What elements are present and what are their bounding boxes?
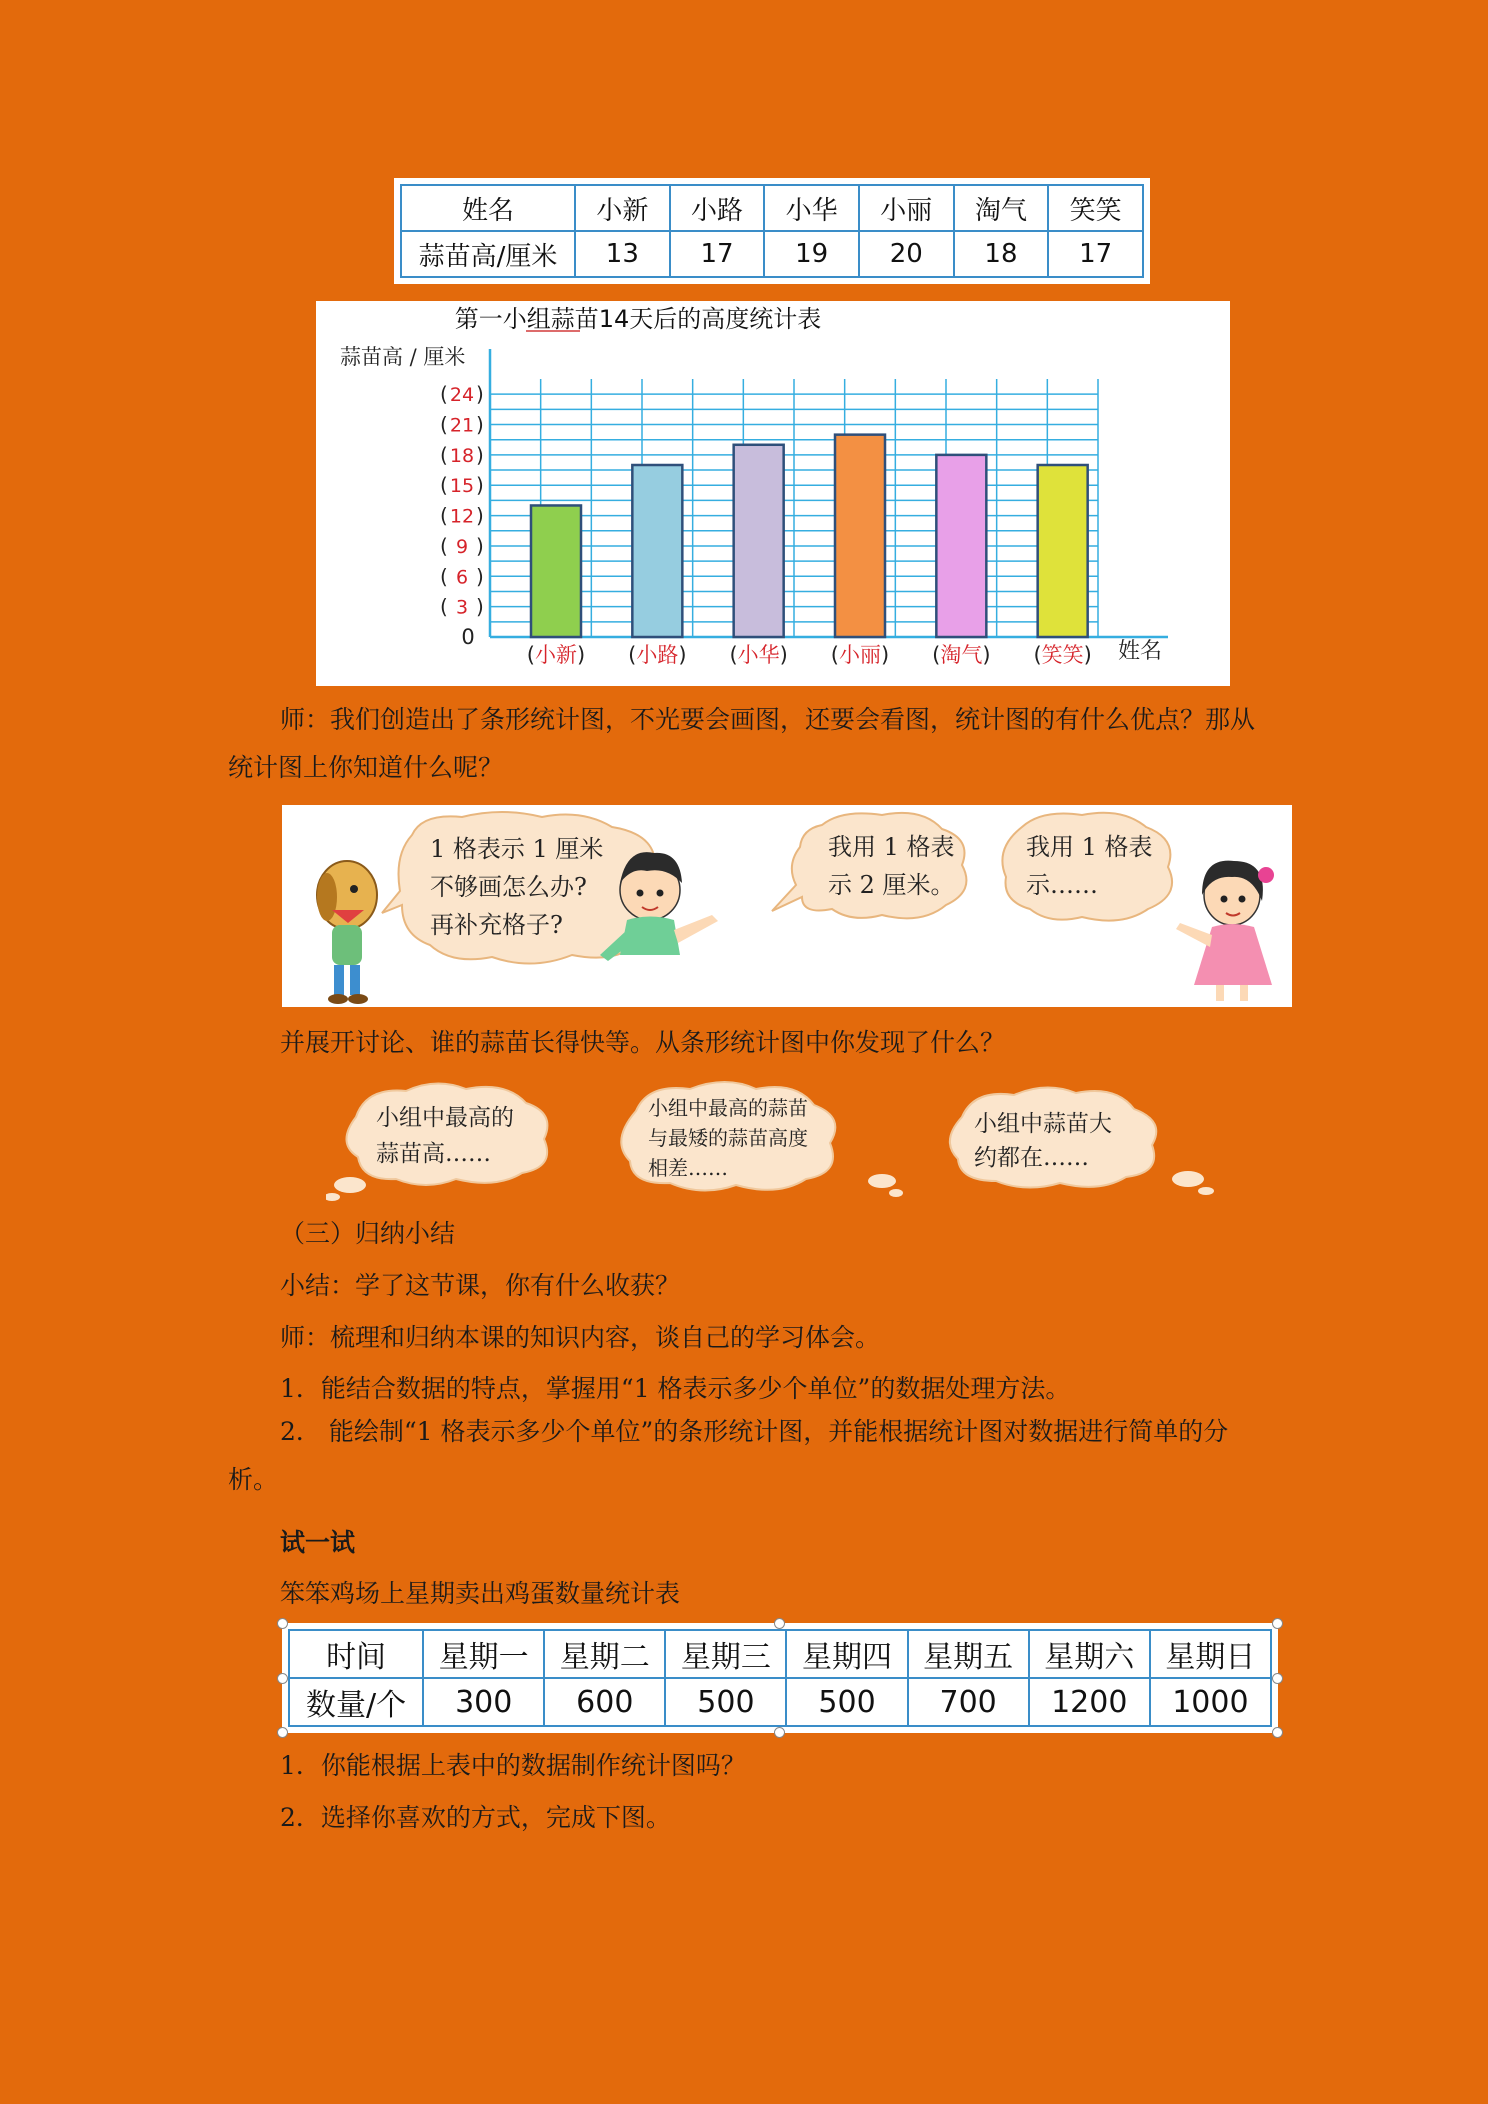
x-tick-label: (小路) [628,643,687,667]
table-cell: 700 [908,1678,1029,1726]
chart-svg [316,301,1230,686]
y-tick-paren: ( [440,382,448,407]
girl-character-icon [1176,861,1274,1001]
x-tick-label: (笑笑) [1033,643,1092,667]
table-cell: 星期一 [423,1630,544,1678]
table-cell: 300 [423,1678,544,1726]
y-tick-paren: ) [476,594,484,619]
boy-speech-bubble [772,813,966,918]
thought-cloud-3 [950,1087,1214,1195]
cloud3-line2: 约都在…… [974,1145,1089,1171]
table-cell: 17 [1048,231,1143,277]
table-cell: 星期六 [1029,1630,1150,1678]
table-cell: 小路 [670,185,765,231]
table-cell: 蒜苗高/厘米 [401,231,575,277]
y-tick-paren: ( [440,533,448,558]
table-cell: 星期日 [1150,1630,1271,1678]
resize-handle[interactable] [774,1618,785,1629]
dog-bubble-line1: 1 格表示 1 厘米 [430,835,604,863]
resize-handle[interactable] [1272,1727,1283,1738]
table-cell: 笑笑 [1048,185,1143,231]
resize-handle[interactable] [277,1727,288,1738]
y-tick-label: 21 [449,414,475,437]
resize-handle[interactable] [1272,1618,1283,1629]
resize-handle[interactable] [277,1673,288,1684]
illustration-svg [282,805,1292,1007]
table-cell: 小新 [575,185,670,231]
cloud2-line3: 相差…… [648,1156,728,1180]
x-tick-label: (小丽) [830,643,890,667]
y-tick-label: 24 [449,384,475,407]
table-cell: 600 [544,1678,665,1726]
chart-ylabel: 蒜苗高 / 厘米 [340,345,466,369]
summary-question: 小结：学了这节课，你有什么收获？ [280,1271,681,1300]
y-tick-paren: ) [476,564,484,589]
table-cell: 1200 [1029,1678,1150,1726]
table-cell: 小丽 [859,185,954,231]
egg-sales-table [282,1623,1278,1733]
table-cell: 18 [954,231,1049,277]
table-cell: 19 [764,231,859,277]
paragraph-teacher-question: 师：我们创造出了条形统计图，不光要会画图，还要会看图，统计图的有什么优点？那从统计图上你知道什么呢？ [228,705,1256,782]
table-cell: 星期二 [544,1630,665,1678]
y-tick-paren: ) [476,473,484,498]
x-tick-label: (淘气) [932,643,991,667]
y-tick-label: 12 [449,505,475,528]
table-cell: 淘气 [954,185,1049,231]
table-cell: 17 [670,231,765,277]
y-tick-paren: ( [440,594,448,619]
question-2: 2．选择你喜欢的方式，完成下图。 [280,1803,671,1832]
bar-小新 [531,505,581,637]
table-cell: 数量/个 [289,1678,423,1726]
garlic-bar-chart [316,301,1230,686]
table-cell: 时间 [289,1630,423,1678]
table-header-row [401,185,1143,231]
y-tick-paren: ) [476,503,484,528]
summary-point-1: 1．能结合数据的特点，掌握用“1 格表示多少个单位”的数据处理方法。 [280,1374,1071,1403]
y-tick-paren: ( [440,412,448,437]
section-heading-summary: （三）归纳小结 [280,1219,456,1248]
discussion-illustration [282,805,1292,1007]
y-tick-label: 6 [455,566,469,589]
cloud2-line2: 与最矮的蒜苗高度 [648,1126,808,1150]
y-tick-paren: ( [440,442,448,467]
girl-bubble-line2: 示…… [1026,871,1098,899]
y-tick-label: 15 [449,475,475,498]
table-cell: 20 [859,231,954,277]
chart-title: 第一小组蒜苗14天后的高度统计表 [454,305,822,333]
x-tick-label: (小新) [526,643,586,667]
origin-label: 0 [461,625,475,649]
y-tick-paren: ) [476,533,484,558]
girl-speech-bubble [1002,813,1172,921]
table-cell: 姓名 [401,185,575,231]
bar-小路 [632,465,682,637]
y-tick-paren: ) [476,412,484,437]
chart-xlabel: 姓名 [1118,639,1163,664]
y-tick-paren: ( [440,473,448,498]
bar-小华 [734,445,784,637]
table-row [401,231,1143,277]
bar-小丽 [835,435,885,637]
girl-bubble-line1: 我用 1 格表 [1026,833,1153,861]
y-tick-label: 18 [449,444,475,467]
y-tick-paren: ) [476,442,484,467]
thought-cloud-2 [621,1082,903,1197]
table-cell: 1000 [1150,1678,1271,1726]
boy-bubble-line2: 示 2 厘米。 [828,871,955,899]
thought-cloud-1 [326,1083,547,1201]
table-cell: 星期四 [786,1630,907,1678]
table-cell: 500 [665,1678,786,1726]
table2-caption: 笨笨鸡场上星期卖出鸡蛋数量统计表 [280,1579,681,1608]
table-row [289,1678,1271,1726]
y-tick-paren: ) [476,382,484,407]
y-tick-label: 3 [455,596,469,619]
dog-bubble-line3: 再补充格子? [430,911,563,939]
y-tick-label: 9 [455,535,469,558]
resize-handle[interactable] [1272,1673,1283,1684]
dog-character-icon [317,861,377,1004]
cloud2-line1: 小组中最高的蒜苗 [648,1096,808,1120]
try-heading: 试一试 [280,1528,356,1557]
resize-handle[interactable] [277,1618,288,1629]
thought-clouds [326,1077,1226,1202]
cloud1-line1: 小组中最高的 [376,1105,514,1131]
table-cell: 13 [575,231,670,277]
bar-笑笑 [1038,465,1088,637]
summary-point-2: 2． 能绘制“1 格表示多少个单位”的条形统计图，并能根据统计图对数据进行简单的分析。 [228,1417,1229,1494]
cloud3-line1: 小组中蒜苗大 [974,1111,1112,1137]
cloud1-line2: 蒜苗高…… [376,1141,491,1167]
question-1: 1．你能根据上表中的数据制作统计图吗？ [280,1751,746,1780]
table-cell: 星期五 [908,1630,1029,1678]
teacher-instruction: 师：梳理和归纳本课的知识内容，谈自己的学习体会。 [280,1323,881,1352]
x-tick-label: (小华) [729,643,788,667]
y-tick-paren: ( [440,503,448,528]
clouds-svg [326,1077,1226,1202]
table-cell: 500 [786,1678,907,1726]
table-header-row [289,1630,1271,1678]
paragraph-discussion: 并展开讨论、谁的蒜苗长得快等。从条形统计图中你发现了什么？ [280,1028,1006,1057]
table-cell: 星期三 [665,1630,786,1678]
dog-bubble-line2: 不够画怎么办? [430,873,587,901]
table-cell: 小华 [764,185,859,231]
bar-淘气 [936,455,986,637]
y-tick-paren: ( [440,564,448,589]
resize-handle[interactable] [774,1727,785,1738]
boy-bubble-line1: 我用 1 格表 [828,833,955,861]
garlic-height-table [394,178,1150,284]
